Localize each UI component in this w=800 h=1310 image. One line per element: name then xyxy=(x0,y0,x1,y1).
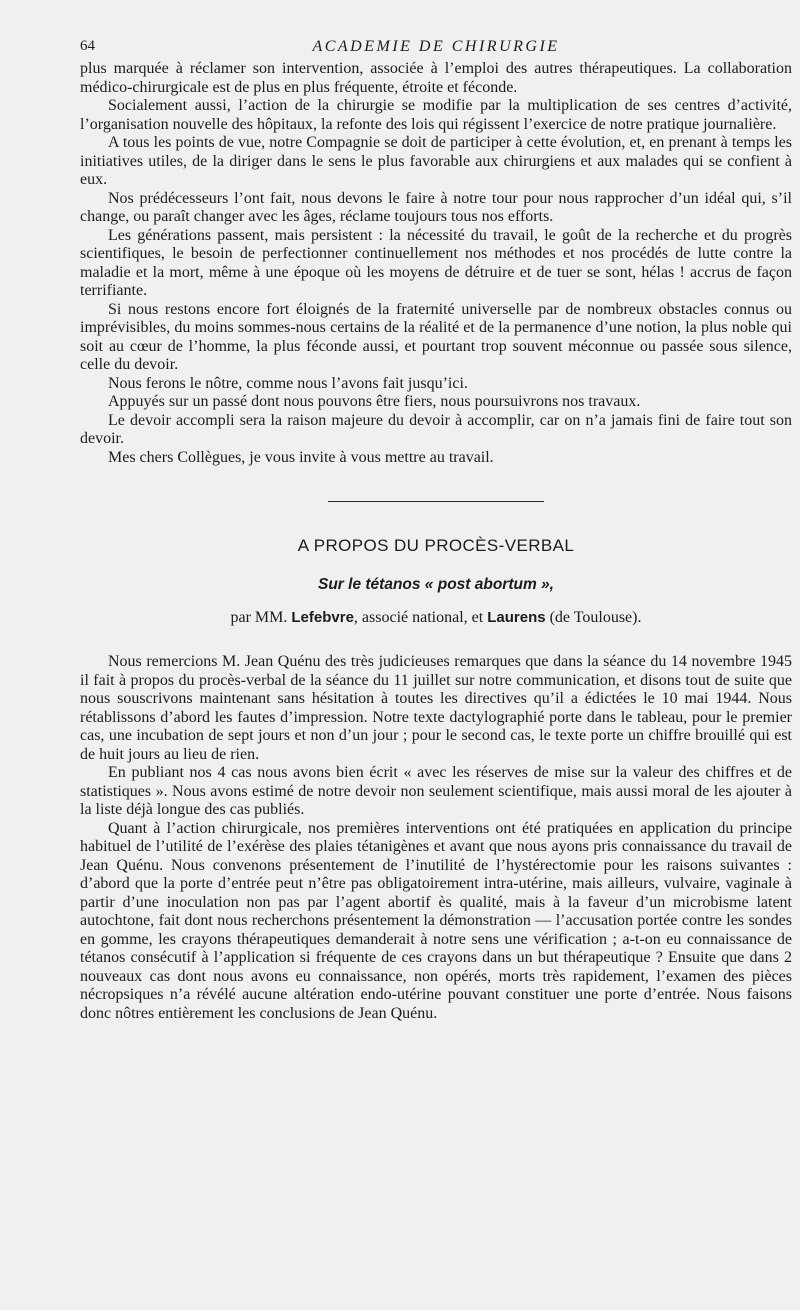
running-head xyxy=(80,36,792,60)
closing-address xyxy=(80,60,792,467)
paragraph: Appuyés sur un passé dont nous pouvons être fiers, nous poursuivrons nos travaux. xyxy=(108,393,641,410)
paragraph: Nos prédécesseurs l’ont fait, nous devons le faire à notre tour pour nous rapprocher d’un idéal qui, s’il change, ou paraît changer avec les âges, réclame toujours tous nos efforts. xyxy=(80,189,792,225)
paragraph: A tous les points de vue, notre Compagnie se doit de participer à cette évolution, et, en prenant à temps les initiatives utiles, de la diriger dans le sens le plus favorable aux chirurgiens et aux malades qui se confient à eux. xyxy=(80,134,792,188)
author-affiliation: (de Toulouse). xyxy=(549,609,642,626)
paragraph: Nous ferons le nôtre, comme nous l’avons fait jusqu’ici. xyxy=(108,374,468,392)
journal-title: ACADEMIE DE CHIRURGIE xyxy=(312,38,560,55)
paragraph: plus marquée à réclamer son intervention, associée à l’emploi des autres thérapeutiques. La collaboration médico-chirurgicale est de plus en plus fréquente, étroite et féconde. xyxy=(80,60,792,96)
author-name: Laurens xyxy=(487,609,546,626)
paragraph: Socialement aussi, l’action de la chirurgie se modifie par la multiplication de ses centres d’activité, l’organisation nouvelle des hôpitaux, la refonte des lois qui régissent l’exercice de notre pratique journalière. xyxy=(80,97,792,133)
byline xyxy=(80,609,792,627)
document-page xyxy=(80,36,792,1023)
paragraph: Quant à l’action chirurgicale, nos premières interventions ont été pratiquées en application du principe habituel de l’utilité de l’exérèse des plaies tétanigènes et avant que nous ayons pris connaissance du travail de Jean Quénu. Nous convenons présentement de l’inutilité de l’hystérectomie pour les raisons suivantes : d’abord que la porte d’entrée peut n’être pas obligatoirement intra-utérine, mais ailleurs, vulvaire, vaginale à partir d’une inoculation non pas par l’agent abortif ès qualité, mais à la faveur d’un microbisme latent autochtone, fait dont nous recherchons présentement la démonstration — l’accusation portée contre les sondes en gomme, les crayons thérapeutiques demanderait à notre sens une vérification ; a-t-on eu connaissance de tétanos consécutif à l’application si fréquente de ces crayons dans un but thérapeutique ? Ensuite que dans 2 nouveaux cas dont nous avons eu connaissance, non opérés, morts très rapidement, l’examen des pièces nécropsiques n’a révélé aucune altération endo-utérine pouvant constituer une porte d’entrée. Nous faisons donc nôtres entièrement les conclusions de Jean Quénu. xyxy=(80,819,792,1022)
byline-prefix: par MM. xyxy=(230,609,288,626)
paragraph: Nous remercions M. Jean Quénu des très judicieuses remarques que dans la séance du 14 novembre 1945 il fait à propos du procès-verbal de la séance du 11 juillet sur notre communication, et disons tout de suite que nous souscrivons maintenant sans hésitation à toutes les directives qu’il a édictées le 10 mai 1944. Nous rétablissons d’abord les fautes d’impression. Notre texte dactylographié porte dans le tableau, pour le premier cas, une incubation de sept jours et non d’un jour ; pour le second cas, le texte porte un chiffre brouillé qui est de huit jours au lieu de rien. xyxy=(80,653,792,763)
page-number: 64 xyxy=(80,38,95,54)
paragraph: Si nous restons encore fort éloignés de la fraternité universelle par de nombreux obstacles connus ou imprévisibles, du moins sommes-nous certains de la réalité et de la permanence d’une notion, la plus noble qui soit au cœur de l’homme, la plus féconde aussi, et pourtant trop souvent méconnue ou passée sous silence, celle du devoir. xyxy=(80,300,792,373)
author-name: Lefebvre xyxy=(291,609,354,626)
article-title: Sur le tétanos « post abortum », xyxy=(318,576,554,593)
article-body xyxy=(80,653,792,1023)
paragraph: En publiant nos 4 cas nous avons bien écrit « avec les réserves de mise sur la valeur des chiffres et de statistiques ». Nous avons estimé de notre devoir non seulement scientifique, mais aussi moral de les ajouter à la liste déjà longue des cas publiés. xyxy=(80,764,792,818)
paragraph: Le devoir accompli sera la raison majeure du devoir à accomplir, car on n’a jamais fini de faire tout son devoir. xyxy=(80,411,792,447)
section-divider xyxy=(328,501,544,502)
paragraph: Les générations passent, mais persistent : la nécessité du travail, le goût de la recherche et du progrès scientifiques, le besoin de perfectionner continuellement nos méthodes et nos procédés de lutte contre la maladie et la mort, même à une époque où les moyens de détruire et de tuer se sont, hélas ! accrus de façon terrifiante. xyxy=(80,226,792,299)
section-heading: A PROPOS DU PROCÈS-VERBAL xyxy=(297,536,575,555)
paragraph: Mes chers Collègues, je vous invite à vous mettre au travail. xyxy=(108,448,494,466)
author-affiliation: , associé national, et xyxy=(353,609,484,626)
